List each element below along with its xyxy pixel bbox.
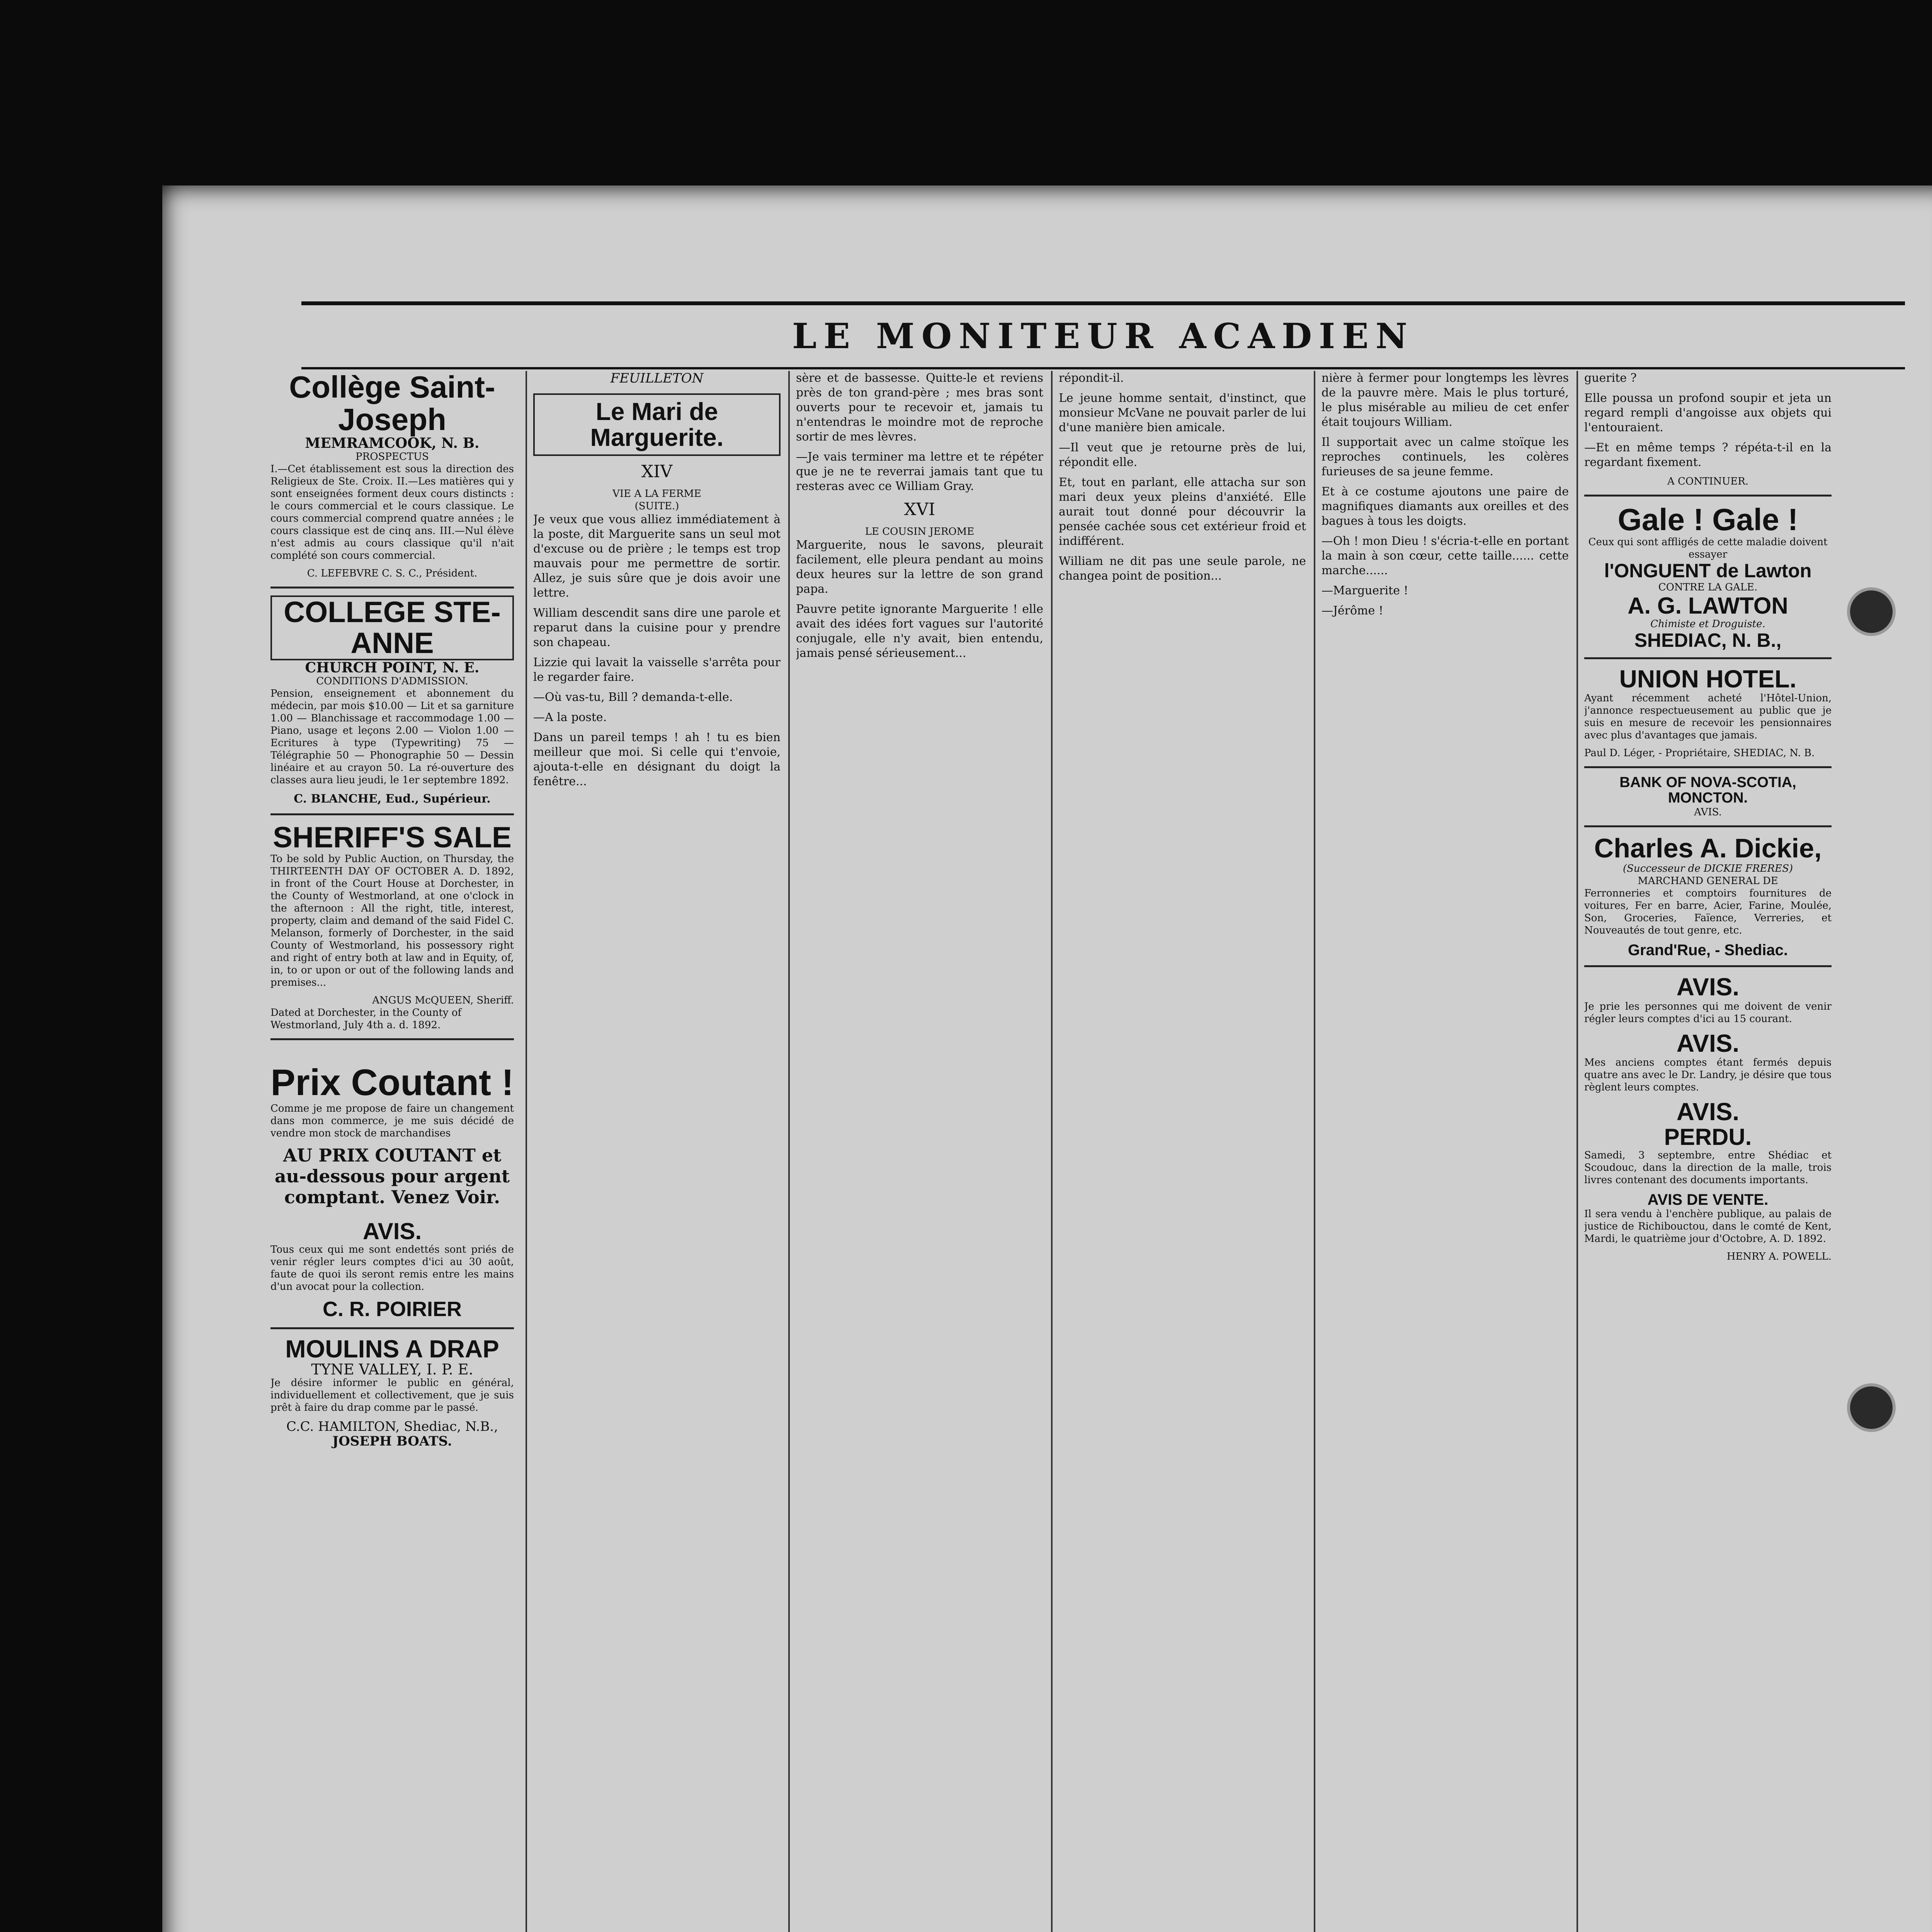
story-paragraph: —Jérôme ! [1321, 604, 1383, 617]
story-paragraph: Lizzie qui lavait la vaisselle s'arrêta pour le regarder faire. [533, 656, 781, 684]
suite-label: (SUITE.) [634, 500, 679, 512]
avis-body: Mes anciens comptes étant fermés depuis quatre ans avec le Dr. Landry, je désire que tous règlent leurs comptes. [1584, 1056, 1832, 1093]
masthead-title: LE MONITEUR ACADIEN [301, 301, 1905, 369]
divider [1584, 495, 1832, 497]
story-paragraph: Je veux que vous alliez immédiatement à la poste, dit Marguerite sans un seul mot d'excuse ou de prière ; le temps est trop mauvais pour me permettre de sortir. Allez, je suis sûre que je dois avoir une lettre. [533, 513, 781, 600]
divider [270, 1327, 514, 1329]
divider [1584, 766, 1832, 768]
binding-hole-middle [1847, 1383, 1896, 1432]
college-place: MEMRAMCOOK, N. B. [305, 435, 480, 451]
column-rule [526, 371, 527, 1932]
story-paragraph: Pauvre petite ignorante Marguerite ! elle avait des idées fort vagues sur l'autorité conjugale, elle n'y avait, bien entendu, jamais pensé sérieusement... [796, 602, 1043, 660]
perdu-body: Samedi, 3 septembre, entre Shédiac et Scoudouc, dans la direction de la malle, trois livres contenant des documents importants. [1584, 1150, 1832, 1186]
column-feuilleton [533, 371, 781, 1932]
story-paragraph: —Marguerite ! [1321, 584, 1408, 597]
anne-sub: CONDITIONS D'ADMISSION. [316, 675, 468, 687]
lawton-name: A. G. LAWTON [1628, 592, 1788, 619]
union-leger: Paul D. Léger, - Propriétaire, SHEDIAC, N. B. [1584, 747, 1815, 759]
column-rule [788, 371, 790, 1932]
prix-big: AU PRIX COUTANT et au-dessous pour argent comptant. Venez Voir. [274, 1145, 510, 1208]
grandrue: Grand'Rue, - Shediac. [1628, 942, 1788, 959]
prix-body: Comme je me propose de faire un changement dans mon commerce, je me suis décidé de vendre mon stock de marchandises [270, 1103, 514, 1139]
story-title: Le Mari de Marguerite. [533, 393, 781, 456]
feuilleton-label: FEUILLETON [610, 371, 704, 386]
chapter-sub: LE COUSIN JEROME [865, 526, 975, 537]
anne-place: CHURCH POINT, N. E. [305, 659, 480, 676]
column-story-3 [796, 371, 1043, 1932]
divider [270, 587, 514, 588]
story-paragraph: —Je vais terminer ma lettre et te répéter que je ne te reverrai jamais tant que tu resteras avec ce William Gray. [796, 450, 1043, 493]
story-paragraph: Dans un pareil temps ! ah ! tu es bien meilleur que moi. Si celle qui t'envoie, ajouta-t-elle en désignant du doigt la fenêtre... [533, 731, 781, 789]
avis-heading: AVIS. [1676, 1097, 1740, 1126]
poirier: C. R. POIRIER [322, 1298, 462, 1321]
story-paragraph: Elle poussa un profond soupir et jeta un regard rempli d'angoisse aux objets qui l'entouraient. [1584, 391, 1832, 434]
college-body: I.—Cet établissement est sous la direction des Religieux de Ste. Croix. II.—Les matières qui y sont enseignées forment deux cours distincts : le cours commercial et le cours classique. Le cours commercial comprend quatre années ; le cours classique est de cinq ans. III.—Nul élève n'est admis au cours classique qu'il n'ait complété son cours commercial. [270, 463, 514, 561]
perdu-title: PERDU. [1664, 1124, 1752, 1150]
shediac-place: SHEDIAC, N. B., [1634, 629, 1782, 651]
divider [1584, 825, 1832, 827]
story-paragraph: —Oh ! mon Dieu ! s'écria-t-elle en portant la main à son cœur, cette taille...... cette marche...... [1321, 534, 1569, 577]
bank-title: BANK OF NOVA-SCOTIA, MONCTON. [1619, 774, 1796, 806]
onguent-title: l'ONGUENT de Lawton [1604, 560, 1812, 582]
moulins-agent: C.C. HAMILTON, Shediac, N.B., [286, 1419, 498, 1435]
avis-heading: AVIS. [1676, 973, 1740, 1001]
divider [270, 1038, 514, 1040]
story-paragraph: —Où vas-tu, Bill ? demanda-t-elle. [533, 690, 733, 704]
story-paragraph: William ne dit pas une seule parole, ne changea point de position... [1059, 554, 1306, 583]
anne-sign: C. BLANCHE, Eud., Supérieur. [294, 792, 491, 806]
gale-title: Gale ! Gale ! [1617, 502, 1798, 537]
story-paragraph: nière à fermer pour longtemps les lèvres de la pauvre mère. Mais le plus torturé, le plus misérable au milieu de cet enfer était toujours William. [1321, 371, 1569, 429]
sheriff-body: To be sold by Public Auction, on Thursday, the THIRTEENTH DAY OF OCTOBER A. D. 1892, in front of the Court House at Dorchester, in the County of Westmorland, at one o'clock in the afternoon : All the right, title, interest, property, claim and demand of the said Fidel C. Melanson, formerly of Dorchester, in the said County of Westmorland, his possessory right and right of entry both at law and in Equity, of, in, to or upon or out of the following lands and premises... [270, 853, 514, 989]
story-paragraph: Marguerite, nous le savons, pleurait facilement, elle pleura pendant au moins deux heures sur la lettre de son grand papa. [796, 538, 1043, 596]
divider [270, 813, 514, 815]
chapter-sub: VIE A LA FERME [612, 488, 701, 500]
dickie-title: Charles A. Dickie, [1594, 833, 1822, 863]
avis-title: AVIS. [362, 1218, 422, 1245]
onguent-sub: CONTRE LA GALE. [1658, 581, 1758, 593]
story-paragraph: —Il veut que je retourne près de lui, répondit elle. [1059, 441, 1306, 469]
divider [1584, 965, 1832, 967]
gale-sub: Ceux qui sont affligés de cette maladie doivent essayer [1588, 536, 1828, 560]
moulins-body: Je désire informer le public en général, individuellement et collectivement, que je suis prêt à faire du drap comme par le passé. [270, 1377, 514, 1414]
anne-body: Pension, enseignement et abonnement du médecin, par mois $10.00 — Lit et sa garniture 1.00 — Blanchissage et raccommodage 1.00 — Piano, usage et leçons 2.00 — Violon 1.00 — Ecritures à type (Typewriting) 75 — Télégraphie 50 — Phonographie 50 — Dessin linéaire et au crayon 50. La ré-ouverture des classes aura lieu jeudi, le 1er septembre 1892. [270, 687, 514, 786]
divider [1584, 657, 1832, 659]
continuer-label: A CONTINUER. [1667, 476, 1749, 487]
avis-body: Je prie les personnes qui me doivent de venir régler leurs comptes d'ici au 15 courant. [1584, 1000, 1832, 1025]
dickie-body: Ferronneries et comptoirs fournitures de voitures, Fer en barre, Acier, Farine, Moulée, Son, Groceries, Faïence, Verreries, et Nouveautés de tout genre, etc. [1584, 888, 1832, 937]
dickie-mid: MARCHAND GENERAL DE [1638, 875, 1778, 887]
moulins-place: TYNE VALLEY, I. P. E. [311, 1361, 473, 1378]
vente-title: AVIS DE VENTE. [1647, 1191, 1769, 1209]
chapter-number: XIV [641, 462, 673, 482]
avis-heading: AVIS. [1676, 1029, 1740, 1057]
vente-sign: HENRY A. POWELL. [1726, 1251, 1832, 1263]
story-paragraph: Et, tout en parlant, elle attacha sur son mari deux yeux pleins d'anxiété. Elle aurait tout donné pour découvrir la pensée cachée sous cet extérieur froid et indifférent. [1059, 476, 1306, 548]
union-title: UNION HOTEL. [1619, 665, 1797, 693]
chapter-number: XVI [904, 500, 935, 519]
anne-title: COLLEGE STE-ANNE [270, 595, 514, 660]
bank-avis: AVIS. [1694, 806, 1722, 818]
moulins-title: MOULINS A DRAP [285, 1335, 499, 1363]
story-paragraph: guerite ? [1584, 371, 1637, 385]
column-rule [1051, 371, 1053, 1932]
sheriff-title: SHERIFF'S SALE [273, 821, 512, 854]
college-sign: C. LEFEBVRE C. S. C., Président. [307, 568, 478, 579]
lawton-sub: Chimiste et Droguiste. [1650, 618, 1765, 630]
story-paragraph: —Et en même temps ? répéta-t-il en la regardant fixement. [1584, 441, 1832, 469]
column-story-5 [1321, 371, 1569, 1932]
dickie-sub: (Successeur de DICKIE FRERES) [1622, 863, 1793, 875]
story-paragraph: répondit-il. [1059, 371, 1124, 385]
vente-body: Il sera vendu à l'enchère publique, au palais de justice de Richibouctou, dans le comté de Kent, Mardi, le quatrième jour d'Octobre, A. D. 1892. [1584, 1208, 1832, 1245]
story-paragraph: Et à ce costume ajoutons une paire de magnifiques diamants aux oreilles et des bagues à tous les doigts. [1321, 485, 1569, 528]
story-paragraph: William descendit sans dire une parole et reparut dans la cuisine pour y prendre son chapeau. [533, 606, 781, 650]
column-ads-right [1584, 371, 1832, 1932]
column-rule [1314, 371, 1315, 1932]
union-body: Ayant récemment acheté l'Hôtel-Union, j'annonce respectueusement au public que je suis en mesure de recevoir les pensionnaires avec plus d'avantages que jamais. [1584, 692, 1832, 742]
story-paragraph: sère et de bassesse. Quitte-le et reviens près de ton grand-père ; mes bras sont ouverts pour te recevoir et, jamais tu n'entendras le moindre mot de reproche sortir de mes lèvres. [796, 371, 1043, 444]
sheriff-sign: ANGUS McQUEEN, Sheriff. [372, 995, 514, 1007]
sheriff-date: Dated at Dorchester, in the County of Westmorland, July 4th a. d. 1892. [270, 1007, 462, 1031]
college-title: Collège Saint-Joseph [289, 371, 495, 437]
avis-body: Tous ceux qui me sont endettés sont priés de venir régler leurs comptes d'ici au 30 août, faute de quoi ils seront remis entre les mains d'un avocat pour la collection. [270, 1244, 514, 1293]
column-ads-left [270, 371, 514, 1932]
column-story-4 [1059, 371, 1306, 1932]
story-paragraph: Le jeune homme sentait, d'instinct, que monsieur McVane ne pouvait parler de lui d'une manière bien amicale. [1059, 391, 1306, 434]
prix-title: Prix Coutant ! [270, 1062, 514, 1104]
moulins-sign: JOSEPH BOATS. [332, 1434, 452, 1449]
binding-hole-top [1847, 587, 1896, 636]
college-sub: PROSPECTUS [355, 451, 429, 463]
column-rule [1577, 371, 1578, 1932]
story-paragraph: Il supportait avec un calme stoïque les reproches continuels, les colères furieuses de sa jeune femme. [1321, 435, 1569, 478]
story-paragraph: —A la poste. [533, 711, 607, 724]
